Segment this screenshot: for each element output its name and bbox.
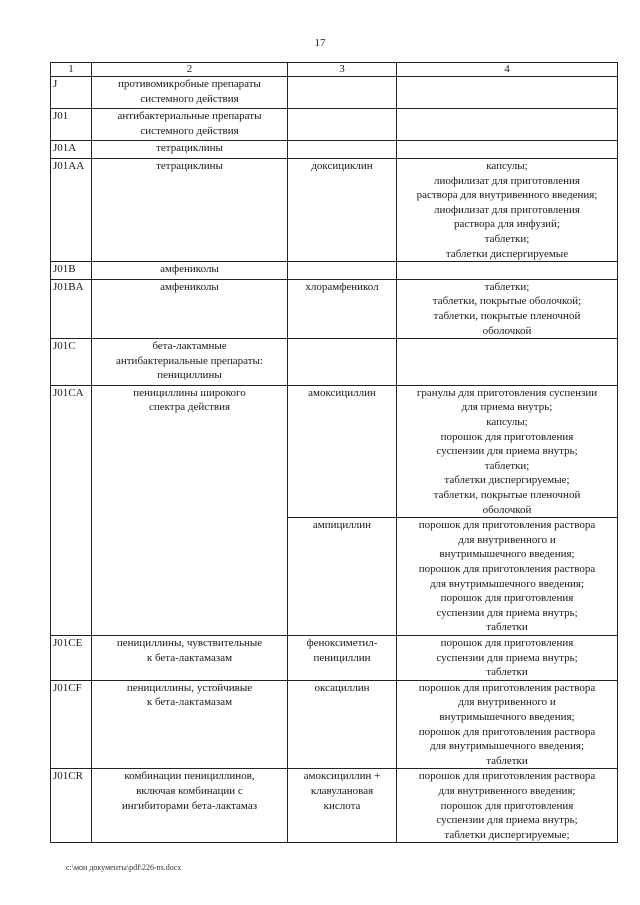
drug-name [288,262,397,280]
header-cell-4: 4 [397,63,618,77]
group-name: бета-лактамные антибактериальные препараты: пенициллины [92,339,288,386]
drug-name: амоксициллин + клавулановая кислота [288,769,397,843]
atc-code: J01C [51,339,92,386]
drug-name: оксациллин [288,680,397,769]
page-number: 17 [314,37,326,49]
dosage-forms [397,262,618,280]
table-row [51,680,618,769]
group-name: тетрациклины [92,141,288,159]
header-cell-2: 2 [92,63,288,77]
atc-code: J01CF [51,680,92,769]
atc-code: J01 [51,109,92,141]
table-row [51,77,618,109]
group-name: амфениколы [92,279,288,338]
table-row [51,141,618,159]
header-cell-1: 1 [51,63,92,77]
atc-code: J01AA [51,158,92,261]
drug-name [288,141,397,159]
dosage-forms: капсулы; лиофилизат для приготовления раствора для внутривенного введения; лиофилизат для приготовления раствора для инфузий; таблетки; таблетки диспергируемые [397,158,618,261]
table-row [51,385,618,517]
group-name: противомикробные препараты системного действия [92,77,288,109]
table-row [51,635,618,680]
drug-name: доксициклин [288,158,397,261]
atc-code: J01B [51,262,92,280]
dosage-forms [397,109,618,141]
drug-name: ампициллин [288,518,397,636]
table-header-row [51,63,618,77]
atc-code: J [51,77,92,109]
dosage-forms: таблетки; таблетки, покрытые оболочкой; таблетки, покрытые пленочной оболочкой [397,279,618,338]
group-name: комбинации пенициллинов, включая комбинации с ингибиторами бета-лактамаз [92,769,288,843]
atc-code: J01CE [51,635,92,680]
dosage-forms [397,339,618,386]
table-row [51,262,618,280]
drug-name: амоксициллин [288,385,397,517]
dosage-forms: гранулы для приготовления суспензии для приема внутрь; капсулы; порошок для приготовления суспензии для приема внутрь; таблетки; таблетки диспергируемые; таблетки, покрытые пленочной оболочкой [397,385,618,517]
dosage-forms: порошок для приготовления раствора для внутривенного и внутримышечного введения; порошок для приготовления раствора для внутримышечного введения; порошок для приготовления суспензии для приема внутрь; таблетки [397,518,618,636]
table-row [51,109,618,141]
dosage-forms: порошок для приготовления раствора для внутривенного введения; порошок для приготовления суспензии для приема внутрь; таблетки диспергируемые; [397,769,618,843]
atc-code: J01CA [51,385,92,635]
atc-code: J01A [51,141,92,159]
dosage-forms: порошок для приготовления раствора для внутривенного и внутримышечного введения; порошок для приготовления раствора для внутримышечного введения; таблетки [397,680,618,769]
drug-name [288,109,397,141]
table-row [51,339,618,386]
drug-name: хлорамфеникол [288,279,397,338]
table-row [51,279,618,338]
group-name: амфениколы [92,262,288,280]
group-name: пенициллины, устойчивые к бета-лактамазам [92,680,288,769]
header-cell-3: 3 [288,63,397,77]
group-name: тетрациклины [92,158,288,261]
group-name: пенициллины, чувствительные к бета-лактамазам [92,635,288,680]
footer-file-path: c:\мои документы\pdf\226-ns.docx [66,863,182,872]
dosage-forms: порошок для приготовления суспензии для приема внутрь; таблетки [397,635,618,680]
atc-code: J01BA [51,279,92,338]
dosage-forms [397,77,618,109]
table-row [51,158,618,261]
drug-name [288,77,397,109]
drug-name: феноксиметил- пенициллин [288,635,397,680]
group-name: пенициллины широкого спектра действия [92,385,288,635]
atc-code: J01CR [51,769,92,843]
dosage-forms [397,141,618,159]
drug-table [50,62,618,843]
table-row [51,769,618,843]
group-name: антибактериальные препараты системного действия [92,109,288,141]
drug-name [288,339,397,386]
